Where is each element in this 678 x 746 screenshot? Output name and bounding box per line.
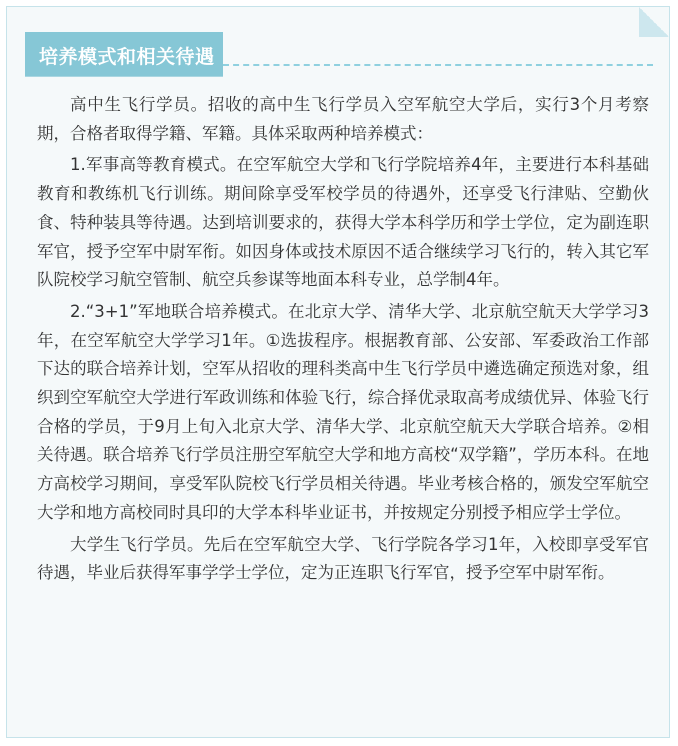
- section-banner: [25, 32, 223, 76]
- paragraph-high-school-cadets: 高中生飞行学员。招收的高中生飞行学员入空军航空大学后，实行3个月考察期，合格者取得学籍、军籍。具体采取两种培养模式：: [37, 95, 649, 143]
- section-title: 培养模式和相关待遇: [39, 46, 215, 68]
- content-card: [6, 6, 670, 738]
- paragraph-joint-training-mode: 2.“3+1”军地联合培养模式。在北京大学、清华大学、北京航空航天大学学习3年，在空军航空大学学习1年。①选拔程序。根据教育部、公安部、军委政治工作部下达的联合培养计划，空军从招收的理科类高中生飞行学员中遴选确定预选对象，组织到空军航空大学进行军政训练和体验飞行，综合择优录取高考成绩优异、体验飞行合格的学员，于9月上旬入北京大学、清华大学、北京航空航天大学联合培养。②相关待遇。联合培养飞行学员注册空军航空大学和地方高校“双学籍”，学历本科。在地方高校学习期间，享受军队院校飞行学员相关待遇。毕业考核合格的，颁发空军航空大学和地方高校同时具印的大学本科毕业证书，并按规定分别授予相应学士学位。: [37, 301, 649, 522]
- paragraph-college-cadets: 大学生飞行学员。先后在空军航空大学、飞行学院各学习1年，入校即享受军官待遇，毕业后获得军事学学士学位，定为正连职飞行军官，授予空军中尉军衔。: [37, 534, 649, 583]
- paragraph-military-education-mode: 1.军事高等教育模式。在空军航空大学和飞行学院培养4年，主要进行本科基础教育和教练机飞行训练。期间除享受军校学员的待遇外，还享受飞行津贴、空勤伙食、特种装具等待遇。达到培训要求的，获得大学本科学历和学士学位，定为副连职军官，授予空军中尉军衔。如因身体或技术原因不适合继续学习飞行的，转入其它军队院校学习航空管制、航空兵参谋等地面本科专业，总学制4年。: [37, 155, 649, 290]
- page-corner-fold: [639, 7, 669, 37]
- title-dashed-divider: [223, 64, 653, 66]
- article-body: [37, 91, 649, 591]
